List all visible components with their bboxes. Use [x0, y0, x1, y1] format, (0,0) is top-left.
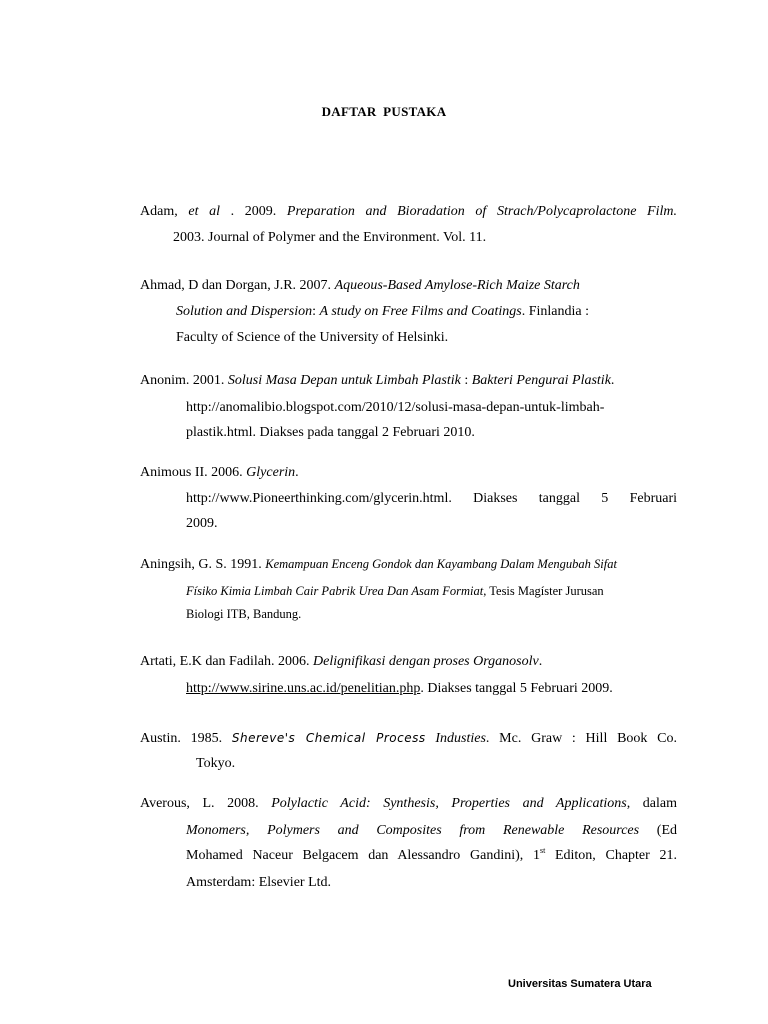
- reference-link[interactable]: http://www.sirine.uns.ac.id/penelitian.php: [186, 681, 421, 696]
- book-title: Monomers, Polymers and Composites from Renewable Resources: [186, 823, 640, 838]
- ref-subtitle: Bakteri Pengurai Plastik: [471, 373, 611, 388]
- author: Adam,: [140, 204, 189, 219]
- ref-title: Preparation and Bioradation of Strach/Polycaprolactone Film.: [286, 204, 677, 219]
- ref-title: Solusi Masa Depan untuk Limbah Plastik: [227, 373, 461, 388]
- author: Anonim. 2001.: [140, 373, 228, 388]
- reference-line: [186, 584, 604, 599]
- ref-subtitle: A study on Free Films and Coatings: [319, 304, 522, 319]
- superscript: st: [539, 846, 546, 855]
- reference-line: [140, 465, 299, 481]
- reference-line: [186, 681, 613, 697]
- separator: :: [312, 304, 320, 319]
- reference-line: plastik.html. Diakses pada tanggal 2 Februari 2010.: [186, 425, 475, 440]
- reference-line: Faculty of Science of the University of Helsinki.: [176, 330, 449, 345]
- reference-line: Amsterdam: Elsevier Ltd.: [186, 875, 332, 890]
- reference-url[interactable]: http://anomalibio.blogspot.com/2010/12/solusi-masa-depan-untuk-limbah-: [186, 400, 605, 415]
- ref-title: Físiko Kimia Limbah Cair Pabrik Urea Dan Asam Formiat: [186, 584, 484, 598]
- edition: Editon, Chapter 21.: [545, 848, 677, 863]
- ref-title: Delignifikasi dengan proses Organosolv: [313, 654, 539, 669]
- access-info: . Diakses tanggal 5 Februari 2009.: [420, 681, 613, 696]
- ref-title: Kemampuan Enceng Gondok dan Kayambang Dalam Mengubah Sifat: [265, 557, 617, 571]
- ref-title: Industies: [425, 731, 486, 746]
- separator: .: [538, 654, 543, 669]
- reference-line: Tokyo.: [196, 756, 236, 771]
- reference-line: [140, 557, 617, 573]
- separator: :: [460, 373, 472, 388]
- reference-line: [176, 304, 589, 320]
- thesis-info: , Tesis Magíster Jurusan: [483, 584, 604, 598]
- reference-line: 2009.: [186, 516, 218, 531]
- footer-institution: Universitas Sumatera Utara: [508, 978, 652, 990]
- separator: .: [295, 465, 299, 480]
- et-al: et al: [188, 204, 220, 219]
- separator: .: [610, 373, 615, 388]
- author: Animous II. 2006.: [140, 465, 247, 480]
- reference-line: [140, 796, 677, 812]
- editor: (Ed: [639, 823, 677, 838]
- author: Ahmad, D dan Dorgan, J.R. 2007.: [140, 278, 335, 293]
- reference-line: [140, 731, 677, 747]
- author: Averous, L. 2008.: [140, 796, 272, 811]
- reference-line: [140, 278, 580, 294]
- ref-title: Glycerin: [246, 465, 296, 480]
- page-title: DAFTAR PUSTAKA: [321, 104, 447, 119]
- ref-title: Polylactic Acid: Synthesis, Properties and Applications: [271, 796, 627, 811]
- reference-line: [140, 654, 542, 670]
- author: Artati, E.K dan Fadilah. 2006.: [140, 654, 314, 669]
- editors: Mohamed Naceur Belgacem dan Alessandro Gandini), 1: [186, 848, 540, 863]
- year: . 2009.: [220, 204, 287, 219]
- reference-line: [140, 373, 614, 389]
- reference-line: Biologi ITB, Bandung.: [186, 607, 302, 621]
- reference-line: [140, 204, 677, 220]
- ref-title: Aqueous-Based Amylose-Rich Maize Starch: [334, 278, 580, 293]
- reference-line: [186, 848, 677, 864]
- ref-title: Shereve's Chemical Process: [231, 731, 426, 745]
- publisher: . Mc. Graw : Hill Book Co.: [485, 731, 678, 746]
- ref-title: Solution and Dispersion: [176, 304, 313, 319]
- reference-line: 2003. Journal of Polymer and the Environment. Vol. 11.: [173, 230, 487, 245]
- place: . Finlandia :: [521, 304, 590, 319]
- author: Austin. 1985.: [140, 731, 232, 746]
- reference-url[interactable]: http://www.Pioneerthinking.com/glycerin.html. Diakses tanggal 5 Februari: [186, 491, 677, 506]
- connector: , dalam: [626, 796, 677, 811]
- author: Aningsih, G. S. 1991.: [140, 557, 266, 572]
- reference-line: [186, 823, 677, 839]
